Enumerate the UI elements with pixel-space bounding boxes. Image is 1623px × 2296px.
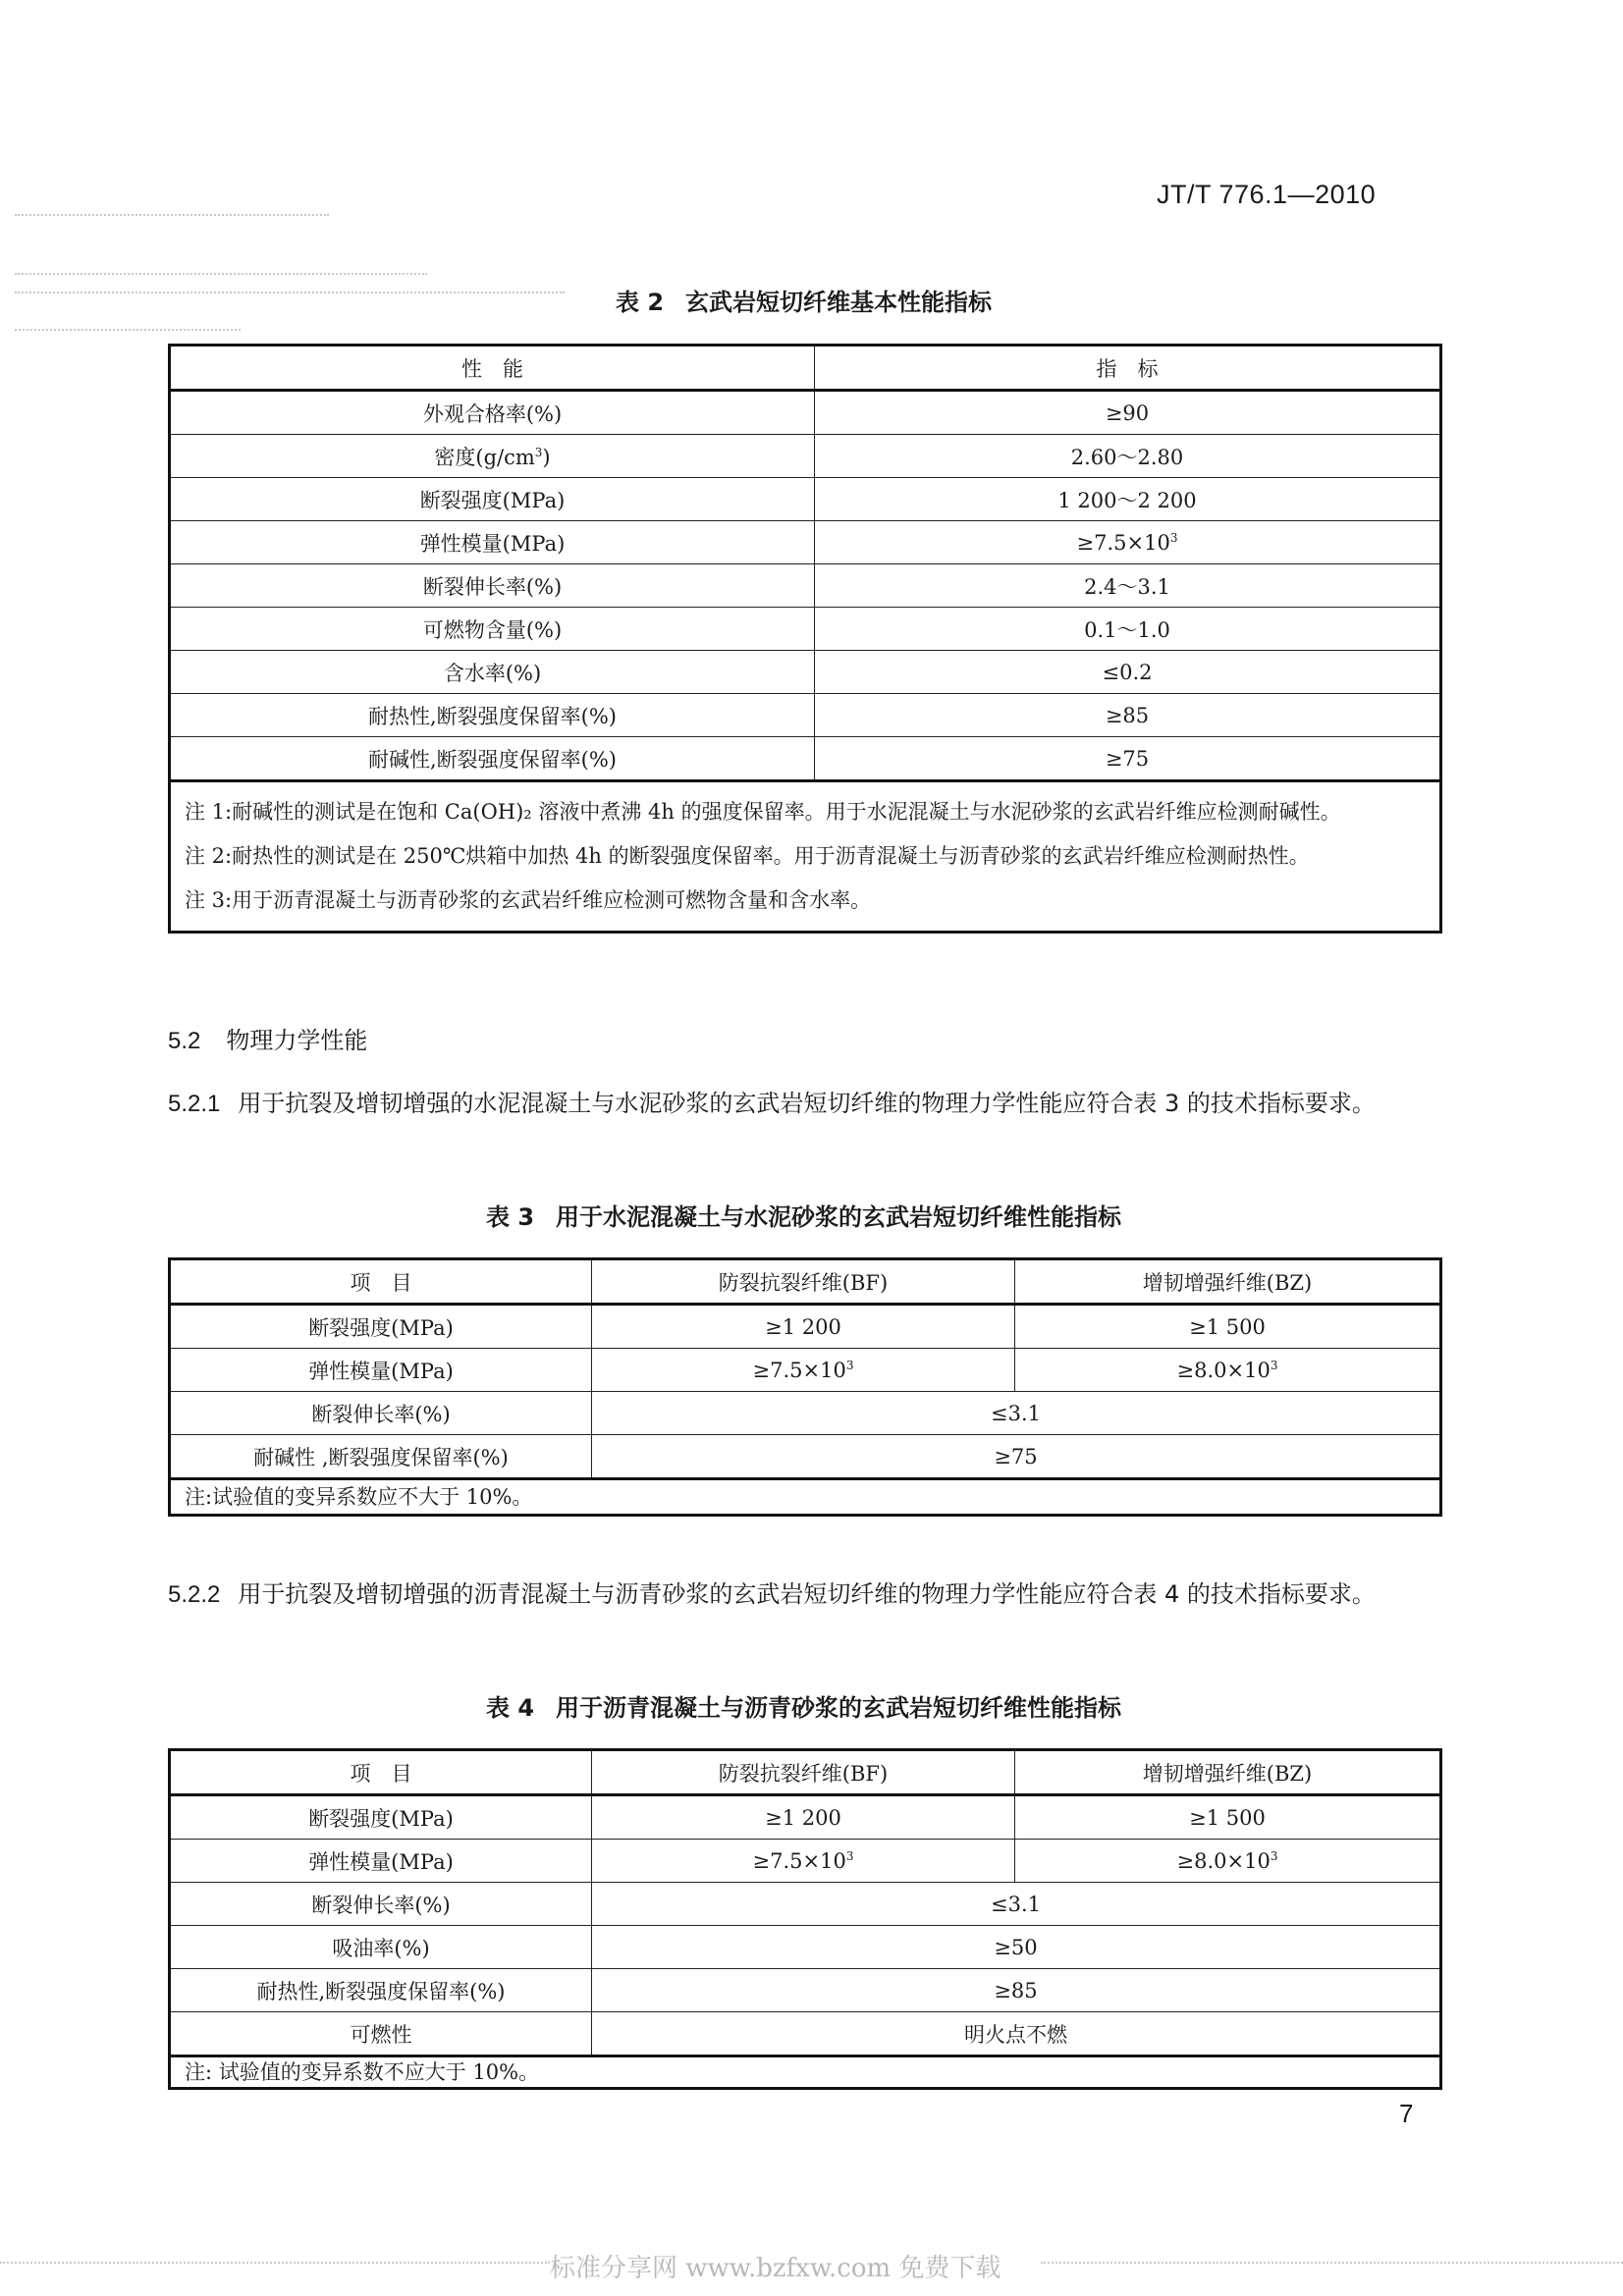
item-cell: 吸油率(%) (170, 1926, 592, 1969)
property-cell: 弹性模量(MPa) (170, 521, 815, 564)
column-header: 增韧增强纤维(BZ) (1015, 1750, 1441, 1795)
value-cell: 2.4～3.1 (815, 564, 1441, 608)
table-row (170, 1795, 1441, 1840)
property-cell (170, 435, 815, 478)
section-heading (168, 1021, 367, 1055)
scan-artifact (15, 214, 329, 216)
column-header: 项 目 (170, 1259, 592, 1305)
property-cell: 含水率(%) (170, 651, 815, 694)
table2-caption-number: 表 2 (615, 289, 665, 316)
table-row (170, 391, 1441, 435)
clause-paragraph (168, 1080, 1439, 1128)
table-header-row (170, 1750, 1441, 1795)
value-cell: 1 200～2 200 (815, 478, 1441, 521)
table4-caption-title: 用于沥青混凝土与沥青砂浆的玄武岩短切纤维性能指标 (556, 1694, 1122, 1722)
table-row (170, 1392, 1441, 1435)
value-cell: 2.60～2.80 (815, 435, 1441, 478)
superscript: 3 (1169, 530, 1178, 545)
column-header: 增韧增强纤维(BZ) (1015, 1259, 1441, 1305)
item-cell: 弹性模量(MPa) (170, 1840, 592, 1883)
column-header: 项 目 (170, 1750, 592, 1795)
scan-artifact (15, 273, 427, 275)
item-cell: 弹性模量(MPa) (170, 1349, 592, 1392)
table-row (170, 694, 1441, 737)
item-cell: 断裂伸长率(%) (170, 1883, 592, 1926)
value-text: ≥7.5×10 (1076, 530, 1170, 555)
bz-cell (1015, 1349, 1441, 1392)
table-row (170, 1840, 1441, 1883)
table4-caption-number: 表 4 (485, 1694, 535, 1722)
bf-cell: ≥1 200 (592, 1795, 1015, 1840)
table-row (170, 737, 1441, 781)
table-note: 注 3:用于沥青混凝土与沥青砂浆的玄武岩纤维应检测可燃物含量和含水率。 (185, 888, 872, 912)
table-row (170, 564, 1441, 608)
table-notes (170, 781, 1441, 933)
table-row (170, 435, 1441, 478)
superscript: 3 (1270, 1358, 1278, 1372)
section-number: 5.2 (168, 1028, 201, 1054)
clause-number: 5.2.2 (168, 1581, 221, 1608)
clause-text: 用于抗裂及增韧增强的沥青混凝土与沥青砂浆的玄武岩短切纤维的物理力学性能应符合表 4 的技术指标要求。 (238, 1580, 1376, 1608)
value-text: ≥8.0×10 (1176, 1848, 1271, 1873)
table-row (170, 2012, 1441, 2056)
scan-artifact (0, 2262, 550, 2264)
property-suffix: ) (542, 445, 551, 469)
table-header-row (170, 346, 1441, 391)
item-cell: 耐热性,断裂强度保留率(%) (170, 1969, 592, 2012)
property-cell: 可燃物含量(%) (170, 608, 815, 651)
table3-caption-title: 用于水泥混凝土与水泥砂浆的玄武岩短切纤维性能指标 (556, 1203, 1122, 1231)
property-cell: 断裂伸长率(%) (170, 564, 815, 608)
scan-artifact (1041, 2262, 1623, 2264)
value-cell: ≥90 (815, 391, 1441, 435)
value-text: ≥7.5×10 (752, 1358, 846, 1382)
watermark: 标准分享网 www.bzfxw.com 免费下载 (550, 2254, 1001, 2283)
table-header-row (170, 1259, 1441, 1305)
bf-cell (592, 1349, 1015, 1392)
property-cell: 外观合格率(%) (170, 391, 815, 435)
superscript: 3 (534, 445, 543, 459)
section-title: 物理力学性能 (226, 1027, 368, 1054)
bz-cell: ≥1 500 (1015, 1795, 1441, 1840)
property-cell: 耐碱性,断裂强度保留率(%) (170, 737, 815, 781)
clause-paragraph (168, 1571, 1439, 1619)
table2-caption (168, 283, 1439, 317)
table3-caption-number: 表 3 (485, 1203, 535, 1231)
value-cell: 0.1～1.0 (815, 608, 1441, 651)
table2 (168, 344, 1442, 934)
bf-cell: ≥1 200 (592, 1305, 1015, 1349)
merged-value-cell: ≥50 (592, 1926, 1441, 1969)
table-row (170, 1969, 1441, 2012)
property-cell: 断裂强度(MPa) (170, 478, 815, 521)
merged-value-cell: ≥75 (592, 1435, 1441, 1479)
table3-caption (168, 1198, 1439, 1232)
table-row (170, 1883, 1441, 1926)
table4 (168, 1748, 1442, 2090)
value-cell: ≥85 (815, 694, 1441, 737)
table-notes-row (170, 2056, 1441, 2089)
item-cell: 耐碱性 ,断裂强度保留率(%) (170, 1435, 592, 1479)
scan-artifact (15, 329, 241, 331)
page-number: 7 (1399, 2099, 1414, 2128)
table-note: 注:试验值的变异系数应不大于 10%。 (170, 1479, 1441, 1516)
table3 (168, 1257, 1442, 1517)
property-text: 密度(g/cm (434, 445, 535, 469)
table-note: 注: 试验值的变异系数不应大于 10%。 (170, 2056, 1441, 2089)
table-row (170, 1349, 1441, 1392)
merged-value-cell: 明火点不燃 (592, 2012, 1441, 2056)
table-notes-row (170, 1479, 1441, 1516)
bf-cell (592, 1840, 1015, 1883)
merged-value-cell: ≤3.1 (592, 1392, 1441, 1435)
column-header: 指 标 (815, 346, 1441, 391)
item-cell: 可燃性 (170, 2012, 592, 2056)
value-cell: ≤0.2 (815, 651, 1441, 694)
item-cell: 断裂伸长率(%) (170, 1392, 592, 1435)
standard-code: JT/T 776.1—2010 (1157, 180, 1377, 209)
table-row (170, 1435, 1441, 1479)
value-text: ≥8.0×10 (1176, 1358, 1271, 1382)
clause-number: 5.2.1 (168, 1091, 221, 1117)
table-row (170, 478, 1441, 521)
table-row (170, 521, 1441, 564)
table2-caption-title: 玄武岩短切纤维基本性能指标 (685, 289, 993, 316)
superscript: 3 (845, 1358, 854, 1372)
superscript: 3 (1270, 1848, 1278, 1863)
table-note: 注 1:耐碱性的测试是在饱和 Ca(OH)₂ 溶液中煮沸 4h 的强度保留率。用于水泥混凝土与水泥砂浆的玄武岩纤维应检测耐碱性。 (185, 800, 1341, 824)
table-note: 注 2:耐热性的测试是在 250℃烘箱中加热 4h 的断裂强度保留率。用于沥青混凝土与沥青砂浆的玄武岩纤维应检测耐热性。 (185, 844, 1310, 868)
table-row (170, 1926, 1441, 1969)
item-cell: 断裂强度(MPa) (170, 1305, 592, 1349)
superscript: 3 (845, 1848, 854, 1863)
value-cell (815, 521, 1441, 564)
table4-caption (168, 1688, 1439, 1723)
item-cell: 断裂强度(MPa) (170, 1795, 592, 1840)
property-cell: 耐热性,断裂强度保留率(%) (170, 694, 815, 737)
table-row (170, 1305, 1441, 1349)
table-notes-row (170, 781, 1441, 933)
clause-text: 用于抗裂及增韧增强的水泥混凝土与水泥砂浆的玄武岩短切纤维的物理力学性能应符合表 3 的技术指标要求。 (238, 1090, 1376, 1117)
value-text: ≥7.5×10 (752, 1848, 846, 1873)
column-header: 性 能 (170, 346, 815, 391)
value-cell: ≥75 (815, 737, 1441, 781)
table-row (170, 608, 1441, 651)
merged-value-cell: ≤3.1 (592, 1883, 1441, 1926)
column-header: 防裂抗裂纤维(BF) (592, 1259, 1015, 1305)
merged-value-cell: ≥85 (592, 1969, 1441, 2012)
column-header: 防裂抗裂纤维(BF) (592, 1750, 1015, 1795)
bz-cell (1015, 1840, 1441, 1883)
table-row (170, 651, 1441, 694)
bz-cell: ≥1 500 (1015, 1305, 1441, 1349)
